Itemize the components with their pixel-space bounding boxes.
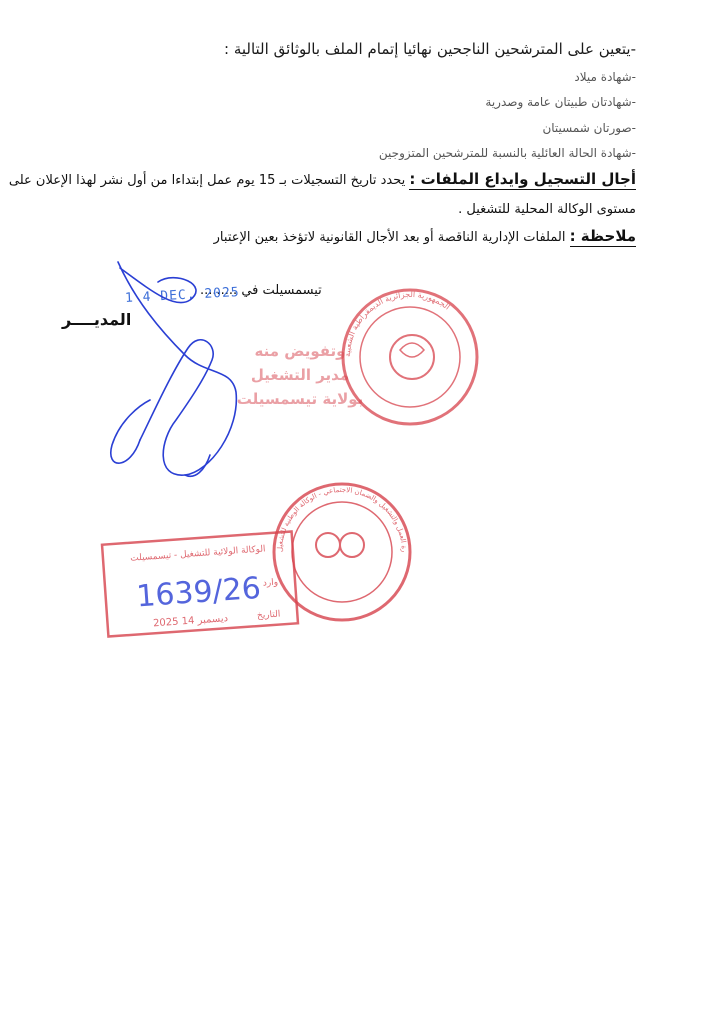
registration-stamp bbox=[102, 531, 298, 636]
note-text: الملفات الإدارية الناقصة أو بعد الأجال القانونية لاتؤخذ بعين الإعتبار bbox=[213, 230, 566, 245]
intro-line: -يتعين على المترشحين الناجحين نهائيا إتمام الملف بالوثائق التالية : bbox=[224, 40, 636, 58]
deadline-text-continued: مستوى الوكالة المحلية للتشغيل . bbox=[458, 202, 636, 217]
registration-date: 2025 ديسمبر 14 bbox=[152, 613, 229, 630]
date-stamp: 1 4 DEC. 2025 bbox=[124, 285, 241, 306]
round-seal-lower-text: رة العمل والتشغيل والضمان الاجتماعي - الوكالة الوطنية للتشغيل bbox=[275, 485, 409, 553]
faded-rect-stamp-upper bbox=[237, 342, 364, 408]
faded-stamp-line-2: مدير التشغيل bbox=[250, 366, 350, 384]
registration-stamp-date-label: التاريخ bbox=[256, 609, 281, 622]
doc-item-medical-certificates: -شهادتان طبيتان عامة وصدرية bbox=[485, 95, 636, 109]
round-seal-upper-text: الجمهورية الجزائرية الديمقراطية الشعبية bbox=[342, 289, 452, 358]
deadline-text: يحدد تاريخ التسجيلات بـ 15 يوم عمل إبتداءا من أول نشر لهذا الإعلان على bbox=[8, 173, 406, 188]
doc-item-family-status: -شهادة الحالة العائلية بالنسبة للمترشحين المتزوجين bbox=[378, 146, 636, 160]
deadline-label: أجال التسجيل وايداع الملفات : bbox=[409, 170, 636, 188]
doc-item-photos: -صورتان شمسيتان bbox=[542, 121, 636, 135]
director-title: المديــــر bbox=[62, 310, 132, 329]
place-date-line: تيسمسيلت في ......... bbox=[200, 283, 322, 298]
svg-text:الجمهورية الجزائرية الديمقراطي bbox=[343, 290, 452, 357]
registration-number: 1639/26 bbox=[135, 570, 262, 615]
registration-stamp-received: وارد bbox=[262, 577, 279, 589]
signature bbox=[111, 262, 237, 476]
note-label: ملاحظة : bbox=[569, 227, 636, 245]
registration-stamp-header: الوكالة الولائية للتشغيل - تيسمسيلت bbox=[129, 544, 266, 564]
faded-stamp-line-3: بولاية تيسمسيلت bbox=[236, 390, 364, 408]
round-seal-lower bbox=[0, 0, 410, 620]
faded-stamp-line-1: وتفويض منه bbox=[254, 342, 346, 360]
svg-text:وزارة العمل والتشغيل والضمان ا bbox=[0, 0, 408, 552]
doc-item-birth-certificate: -شهادة ميلاد bbox=[574, 70, 636, 84]
